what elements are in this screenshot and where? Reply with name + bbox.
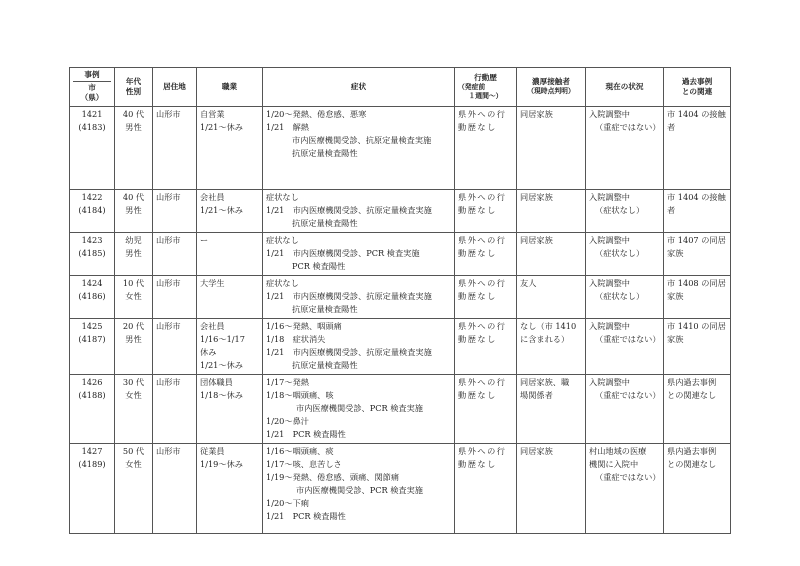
age-sex-cell	[115, 319, 153, 375]
activity-line: 動歴なし	[458, 334, 497, 344]
status-line: 村山地域の医療	[589, 446, 647, 456]
status-cell	[586, 107, 664, 190]
occupation-line: 従業員	[200, 446, 225, 456]
contacts-line: 同居家族	[520, 109, 553, 119]
occupation-cell	[197, 375, 263, 444]
header-contacts-title: 濃厚接触者	[532, 77, 570, 86]
age: 30 代	[122, 377, 145, 387]
occupation-line: 1/18～休み	[200, 390, 243, 400]
occupation-line: 会社員	[200, 192, 225, 202]
case-id-cell	[70, 107, 115, 190]
symptom-line: 症状なし	[266, 278, 299, 288]
status-cell	[586, 276, 664, 319]
table-row	[70, 375, 731, 444]
symptoms-cell	[263, 190, 455, 233]
activity-line: 県外への行	[458, 192, 507, 202]
residence-cell: 山形市	[153, 444, 197, 534]
header-case-city: 市	[88, 83, 96, 92]
sex: 男性	[125, 205, 142, 215]
activity-cell	[455, 319, 517, 375]
header-case-pref: （県）	[80, 93, 104, 102]
header-contacts	[517, 68, 586, 107]
symptom-line: 1/16～咽頭痛、痰	[266, 446, 334, 456]
header-occupation: 職業	[197, 68, 263, 107]
symptoms-cell	[263, 233, 455, 276]
status-line: 入院調整中	[589, 321, 630, 331]
symptom-line: 1/21 市内医療機関受診、PCR 検査実施	[266, 248, 420, 258]
header-activity-sub1: （発症前	[458, 82, 486, 91]
contacts-line: に含まれる）	[520, 334, 570, 344]
symptoms-cell	[263, 375, 455, 444]
status-line: （重症ではない）	[595, 390, 661, 400]
symptom-line: 1/21 解熱	[266, 122, 309, 132]
symptom-line: 1/21 PCR 検査陽性	[266, 511, 346, 521]
symptom-line: 市内医療機関受診、PCR 検査実施	[296, 485, 423, 495]
status-cell	[586, 444, 664, 534]
symptom-line: 市内医療機関受診、抗原定量検査実施	[292, 135, 432, 145]
age: 10 代	[122, 278, 145, 288]
activity-line: 動歴なし	[458, 248, 497, 258]
activity-line: 動歴なし	[458, 390, 497, 400]
relation-cell	[664, 190, 731, 233]
contacts-line: 同居家族、職	[520, 377, 570, 387]
activity-cell	[455, 375, 517, 444]
contacts-line: 同居家族	[520, 446, 553, 456]
sex: 男性	[125, 248, 142, 258]
symptoms-cell	[263, 319, 455, 375]
pref-case-number: (4186)	[78, 291, 106, 301]
status-line: （重症ではない）	[595, 472, 661, 482]
relation-line: との関連なし	[667, 390, 717, 400]
relation-cell	[664, 107, 731, 190]
contacts-cell	[517, 276, 586, 319]
activity-line: 県外への行	[458, 446, 507, 456]
pref-case-number: (4184)	[78, 205, 106, 215]
header-activity-title: 行動歴	[474, 72, 497, 82]
symptoms-cell	[263, 107, 455, 190]
symptom-line: 抗原定量検査陽性	[292, 304, 358, 314]
occupation-line: 大学生	[200, 278, 225, 288]
status-cell	[586, 233, 664, 276]
relation-line: 市 1404 の接触	[667, 192, 726, 202]
age-sex-cell	[115, 190, 153, 233]
age-sex-cell	[115, 233, 153, 276]
header-relation	[664, 68, 731, 107]
symptom-line: 1/16～発熱、咽頭痛	[266, 321, 342, 331]
header-row	[70, 68, 731, 107]
activity-cell	[455, 233, 517, 276]
activity-cell	[455, 276, 517, 319]
table-row	[70, 190, 731, 233]
status-line: （重症ではない）	[595, 334, 661, 344]
relation-line: 家族	[667, 248, 684, 258]
table-row	[70, 444, 731, 534]
header-age: 年代	[125, 76, 142, 86]
residence-cell: 山形市	[153, 233, 197, 276]
city-case-number: 1423	[81, 235, 103, 245]
pref-case-number: (4188)	[78, 390, 106, 400]
status-line: （症状なし）	[595, 291, 645, 301]
case-id-cell	[70, 319, 115, 375]
pref-case-number: (4185)	[78, 248, 106, 258]
activity-cell	[455, 107, 517, 190]
header-age-sex	[115, 68, 153, 107]
relation-cell	[664, 444, 731, 534]
symptom-line: 抗原定量検査陽性	[292, 360, 358, 370]
age: 20 代	[122, 321, 145, 331]
symptom-line: PCR 検査陽性	[292, 261, 346, 271]
symptom-line: 1/17～咳、息苦しさ	[266, 459, 342, 469]
sex: 男性	[125, 122, 142, 132]
occupation-line: 1/21～休み	[200, 360, 243, 370]
status-line: 機関に入院中	[589, 459, 639, 469]
relation-cell	[664, 276, 731, 319]
symptom-line: 症状なし	[266, 235, 299, 245]
occupation-line: ー	[200, 235, 209, 245]
occupation-cell	[197, 107, 263, 190]
activity-line: 動歴なし	[458, 205, 497, 215]
relation-line: 市 1404 の接触	[667, 109, 726, 119]
status-line: （重症ではない）	[595, 122, 661, 132]
symptom-line: 症状なし	[266, 192, 299, 202]
relation-line: 者	[667, 122, 676, 132]
activity-line: 動歴なし	[458, 291, 497, 301]
occupation-line: 休み	[200, 347, 217, 357]
sex: 女性	[125, 291, 142, 301]
header-case-label: 事例	[73, 69, 111, 82]
age-sex-cell	[115, 107, 153, 190]
occupation-line: 1/21～休み	[200, 205, 243, 215]
relation-line: 市 1408 の同居	[667, 278, 726, 288]
symptom-line: 1/20～鼻汁	[266, 416, 309, 426]
header-contacts-sub: （現時点判明）	[527, 87, 575, 95]
pref-case-number: (4183)	[78, 122, 106, 132]
city-case-number: 1422	[81, 192, 103, 202]
symptom-line: 1/18 症状消失	[266, 334, 326, 344]
case-id-cell	[70, 276, 115, 319]
pref-case-number: (4187)	[78, 334, 106, 344]
occupation-cell	[197, 444, 263, 534]
case-id-cell	[70, 233, 115, 276]
relation-cell	[664, 233, 731, 276]
activity-cell	[455, 190, 517, 233]
occupation-cell	[197, 276, 263, 319]
relation-line: との関連なし	[667, 459, 717, 469]
table-row	[70, 276, 731, 319]
age-sex-cell	[115, 276, 153, 319]
occupation-line: 1/16～1/17	[200, 334, 245, 344]
symptoms-cell	[263, 276, 455, 319]
occupation-line: 団体職員	[200, 377, 233, 387]
contacts-line: なし（市 1410	[520, 321, 577, 331]
age: 50 代	[122, 446, 145, 456]
occupation-line: 自営業	[200, 109, 225, 119]
residence-cell: 山形市	[153, 107, 197, 190]
status-line: 入院調整中	[589, 377, 630, 387]
city-case-number: 1421	[81, 109, 103, 119]
sex: 男性	[125, 334, 142, 344]
contacts-cell	[517, 190, 586, 233]
symptom-line: 抗原定量検査陽性	[292, 148, 358, 158]
header-symptoms: 症状	[263, 68, 455, 107]
symptom-line: 1/20～下痢	[266, 498, 309, 508]
case-id-cell	[70, 190, 115, 233]
residence-cell: 山形市	[153, 319, 197, 375]
occupation-line: 1/21～休み	[200, 122, 243, 132]
symptom-line: 1/17～発熱	[266, 377, 309, 387]
occupation-line: 会社員	[200, 321, 225, 331]
residence-cell: 山形市	[153, 276, 197, 319]
table-row	[70, 107, 731, 190]
activity-line: 県外への行	[458, 377, 507, 387]
status-line: 入院調整中	[589, 192, 630, 202]
occupation-cell	[197, 319, 263, 375]
symptom-line: 市内医療機関受診、PCR 検査実施	[296, 403, 423, 413]
relation-line: 者	[667, 205, 676, 215]
case-table	[69, 67, 731, 534]
relation-cell	[664, 319, 731, 375]
header-status: 現在の状況	[586, 68, 664, 107]
header-case-id	[70, 68, 115, 107]
age: 40 代	[122, 192, 145, 202]
symptom-line: 1/21 市内医療機関受診、抗原定量検査実施	[266, 347, 432, 357]
city-case-number: 1427	[81, 446, 103, 456]
symptom-line: 抗原定量検査陽性	[292, 218, 358, 228]
status-line: 入院調整中	[589, 278, 630, 288]
header-activity-sub2: １週間～）	[468, 91, 503, 100]
activity-line: 県外への行	[458, 278, 507, 288]
city-case-number: 1424	[81, 278, 103, 288]
pref-case-number: (4189)	[78, 459, 106, 469]
contacts-line: 友人	[520, 278, 537, 288]
contacts-line: 場関係者	[520, 390, 553, 400]
city-case-number: 1425	[81, 321, 103, 331]
header-relation-1: 過去事例	[681, 76, 713, 86]
sex: 女性	[125, 459, 142, 469]
status-cell	[586, 319, 664, 375]
symptom-line: 1/21 市内医療機関受診、抗原定量検査実施	[266, 205, 432, 215]
case-id-cell	[70, 444, 115, 534]
symptom-line: 1/20～発熱、倦怠感、悪寒	[266, 109, 367, 119]
table-row	[70, 319, 731, 375]
relation-line: 家族	[667, 291, 684, 301]
contacts-line: 同居家族	[520, 235, 553, 245]
symptom-line: 1/19～発熱、倦怠感、頭痛、関節痛	[266, 472, 400, 482]
status-line: （症状なし）	[595, 248, 645, 258]
contacts-line: 同居家族	[520, 192, 553, 202]
occupation-line: 1/19～休み	[200, 459, 243, 469]
activity-line: 県外への行	[458, 109, 507, 119]
case-id-cell	[70, 375, 115, 444]
occupation-cell	[197, 190, 263, 233]
relation-line: 県内過去事例	[667, 377, 717, 387]
contacts-cell	[517, 444, 586, 534]
symptom-line: 1/21 PCR 検査陽性	[266, 429, 346, 439]
sex: 女性	[125, 390, 142, 400]
contacts-cell	[517, 233, 586, 276]
age-sex-cell	[115, 375, 153, 444]
header-sex: 性別	[125, 86, 142, 96]
activity-cell	[455, 444, 517, 534]
status-cell	[586, 375, 664, 444]
relation-line: 県内過去事例	[667, 446, 717, 456]
relation-line: 家族	[667, 334, 684, 344]
residence-cell: 山形市	[153, 375, 197, 444]
header-residence: 居住地	[153, 68, 197, 107]
symptom-line: 1/21 市内医療機関受診、抗原定量検査実施	[266, 291, 432, 301]
occupation-cell	[197, 233, 263, 276]
residence-cell: 山形市	[153, 190, 197, 233]
status-cell	[586, 190, 664, 233]
status-line: 入院調整中	[589, 235, 630, 245]
header-relation-2: との関連	[681, 86, 713, 96]
age-sex-cell	[115, 444, 153, 534]
status-line: 入院調整中	[589, 109, 630, 119]
symptoms-cell	[263, 444, 455, 534]
status-line: （症状なし）	[595, 205, 645, 215]
contacts-cell	[517, 107, 586, 190]
contacts-cell	[517, 375, 586, 444]
table-row	[70, 233, 731, 276]
activity-line: 県外への行	[458, 235, 507, 245]
activity-line: 県外への行	[458, 321, 507, 331]
activity-line: 動歴なし	[458, 122, 497, 132]
contacts-cell	[517, 319, 586, 375]
age: 40 代	[122, 109, 145, 119]
relation-line: 市 1407 の同居	[667, 235, 726, 245]
activity-line: 動歴なし	[458, 459, 497, 469]
city-case-number: 1426	[81, 377, 103, 387]
relation-cell	[664, 375, 731, 444]
relation-line: 市 1410 の同居	[667, 321, 726, 331]
symptom-line: 1/18～咽頭痛、咳	[266, 390, 334, 400]
age: 幼児	[125, 235, 142, 245]
header-activity	[455, 68, 517, 107]
